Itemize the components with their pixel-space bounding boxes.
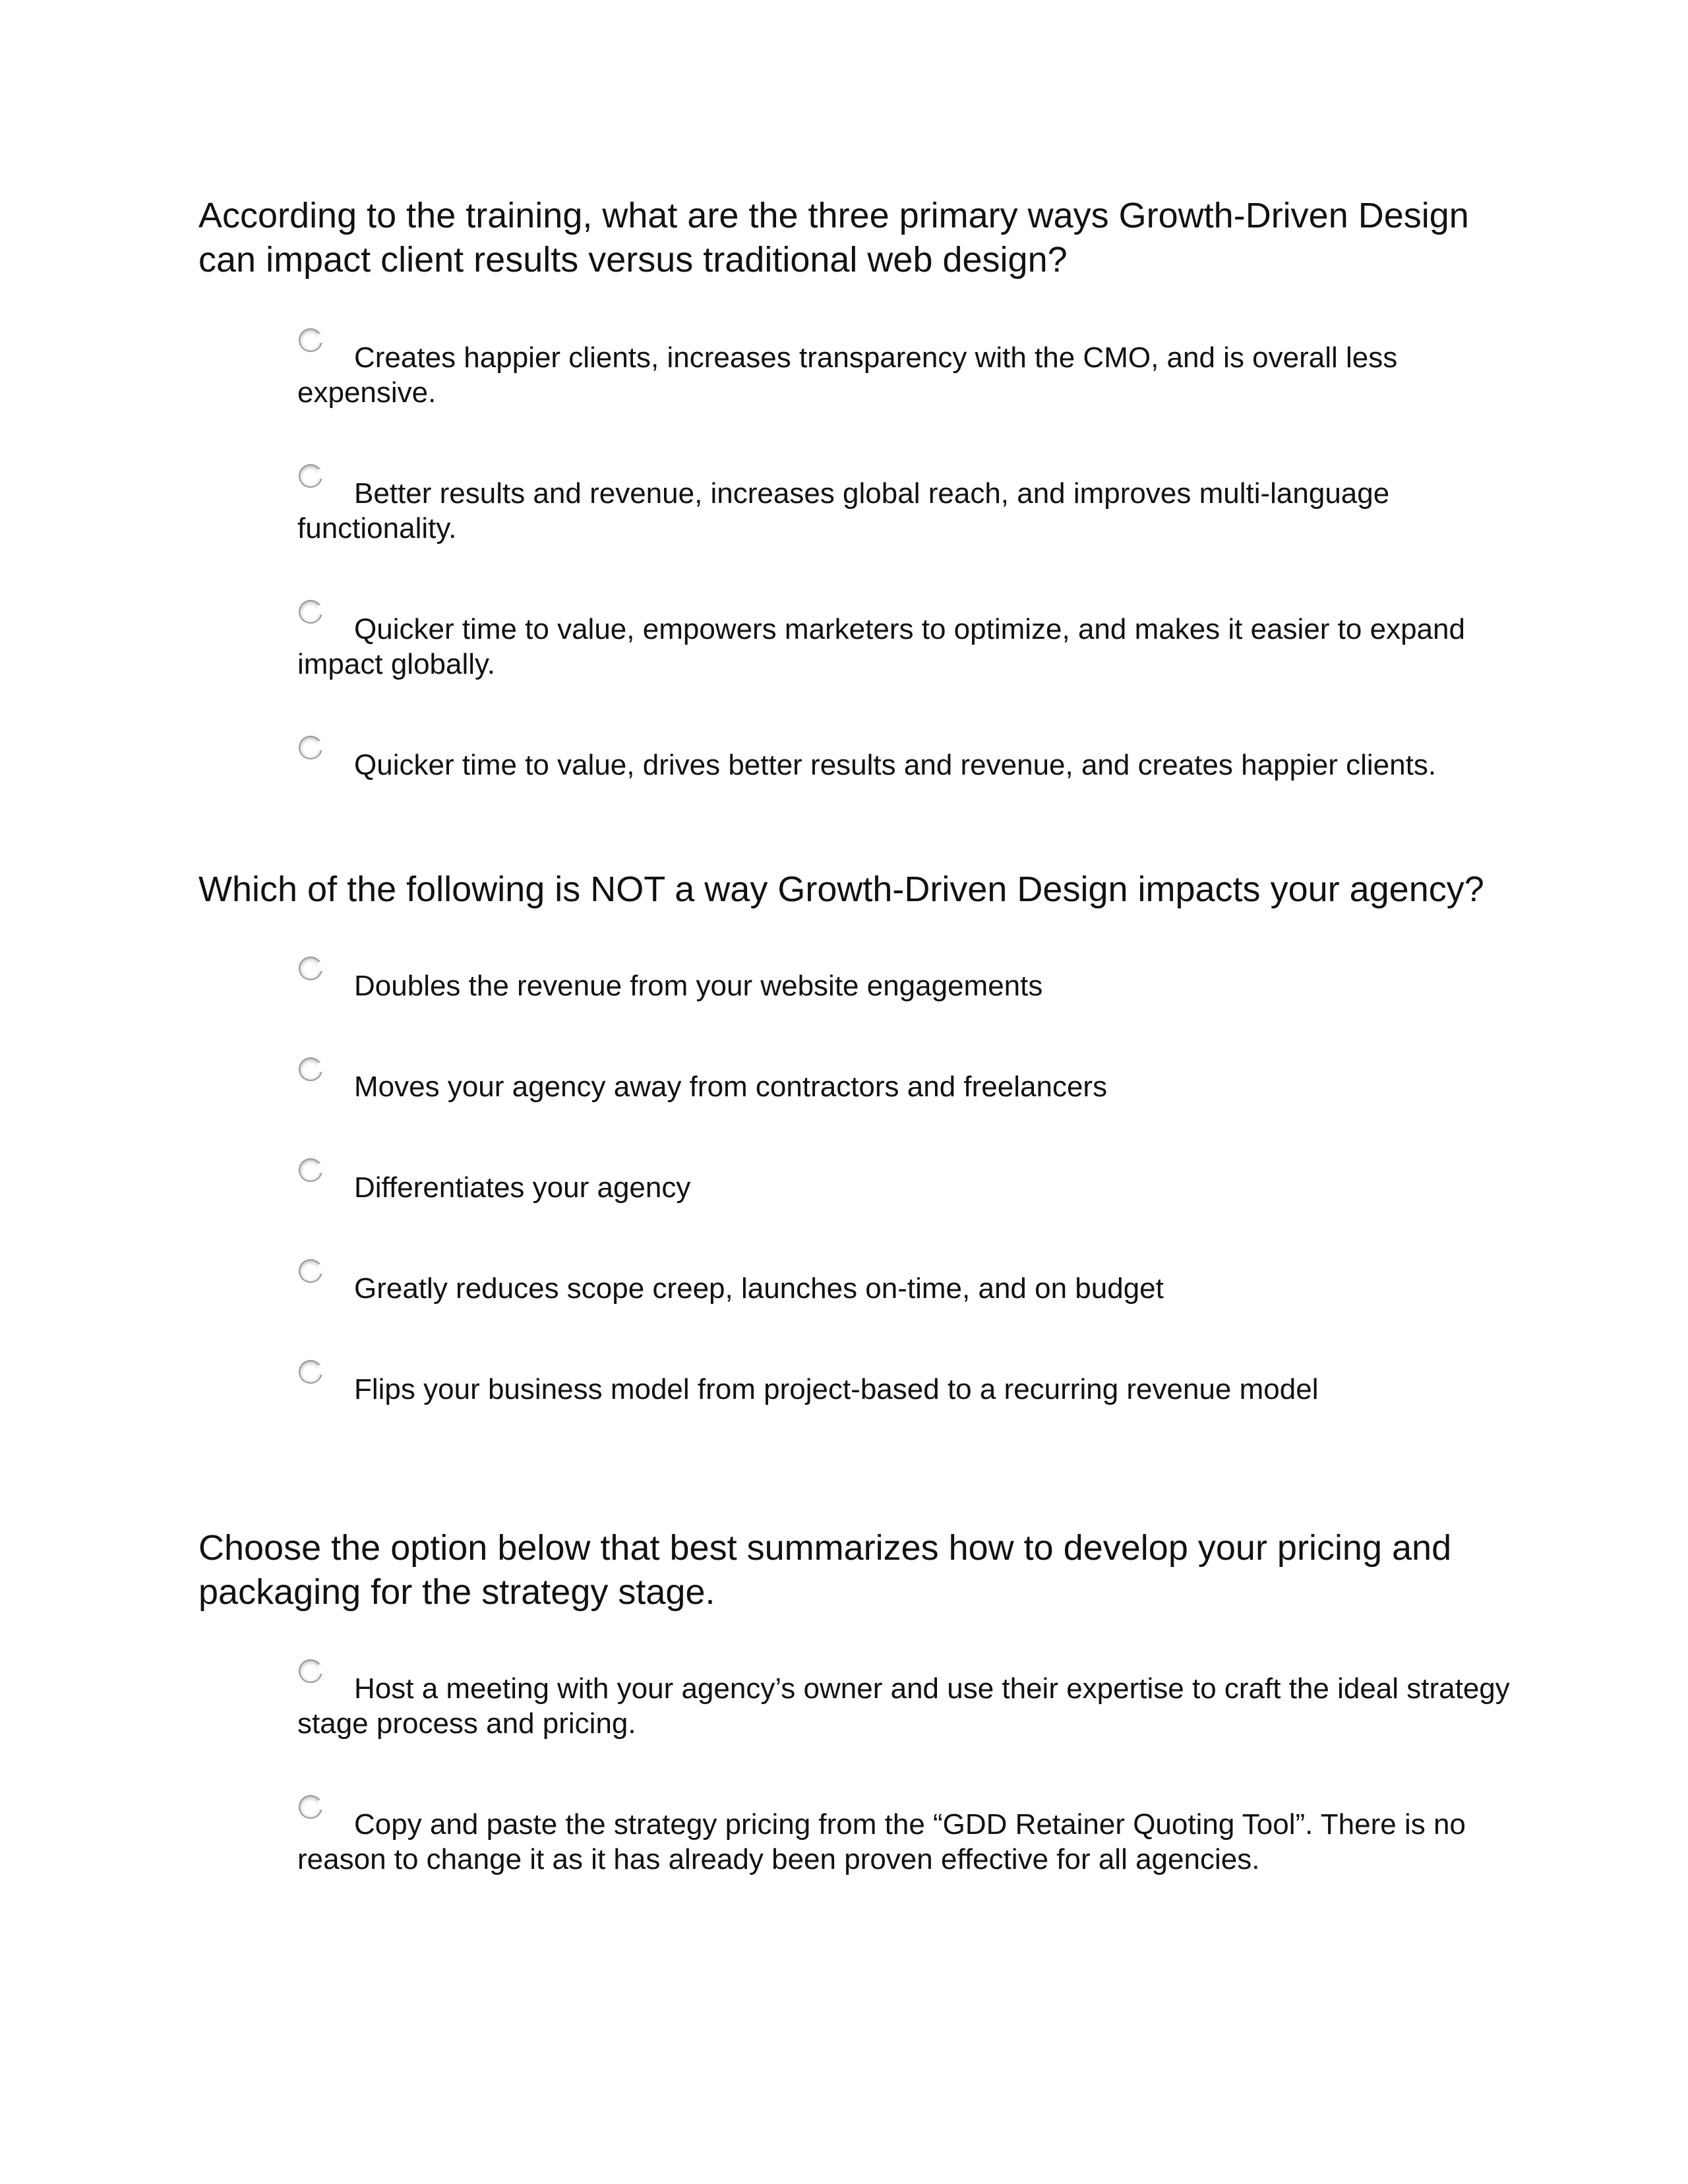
radio-button-icon[interactable] xyxy=(299,328,322,352)
question-1-options xyxy=(297,328,1517,782)
option-label: Differentiates your agency xyxy=(354,1171,691,1204)
radio-button-icon[interactable] xyxy=(299,1259,322,1283)
radio-button-icon[interactable] xyxy=(299,1795,322,1819)
question-3-option-2[interactable] xyxy=(297,1795,1517,1877)
radio-button-icon[interactable] xyxy=(299,600,322,624)
radio-button-icon[interactable] xyxy=(299,1158,322,1182)
radio-button-icon[interactable] xyxy=(299,736,322,759)
radio-button-icon[interactable] xyxy=(299,1360,322,1384)
radio-button-icon[interactable] xyxy=(299,1057,322,1081)
question-1-option-4[interactable] xyxy=(297,736,1517,782)
question-3-text: Choose the option below that best summarizes how to develop your pricing and packaging for the strategy stage. xyxy=(198,1528,1452,1612)
question-1-option-2[interactable] xyxy=(297,464,1517,546)
option-label: Copy and paste the strategy pricing from the “GDD Retainer Quoting Tool”. There is no reason to change it as it has already been proven effective for all agencies. xyxy=(297,1808,1466,1875)
option-label: Host a meeting with your agency’s owner and use their expertise to craft the ideal strategy stage process and pricing. xyxy=(297,1672,1510,1740)
question-2-option-5[interactable] xyxy=(297,1360,1517,1407)
question-3-option-1[interactable] xyxy=(297,1659,1517,1741)
option-label: Quicker time to value, empowers marketers to optimize, and makes it easier to expand impact globally. xyxy=(297,613,1465,680)
question-3-options xyxy=(297,1659,1517,1877)
question-1-text: According to the training, what are the three primary ways Growth-Driven Design can impact client results versus traditional web design? xyxy=(198,196,1469,280)
radio-button-icon[interactable] xyxy=(299,1659,322,1683)
question-1-option-3[interactable] xyxy=(297,600,1517,682)
question-1-option-1[interactable] xyxy=(297,328,1517,410)
question-2-options xyxy=(297,957,1517,1407)
option-label: Better results and revenue, increases global reach, and improves multi-language functionality. xyxy=(297,477,1390,545)
radio-button-icon[interactable] xyxy=(299,957,322,980)
question-3 xyxy=(198,1526,1517,1931)
question-1 xyxy=(198,194,1517,782)
question-2-option-2[interactable] xyxy=(297,1057,1517,1104)
option-label: Flips your business model from project-based to a recurring revenue model xyxy=(354,1373,1319,1405)
question-2-option-4[interactable] xyxy=(297,1259,1517,1306)
question-2-option-1[interactable] xyxy=(297,957,1517,1003)
radio-button-icon[interactable] xyxy=(299,464,322,488)
option-label: Greatly reduces scope creep, launches on-time, and on budget xyxy=(354,1272,1164,1305)
question-2 xyxy=(198,868,1517,1461)
option-label: Quicker time to value, drives better results and revenue, and creates happier clients. xyxy=(354,749,1437,781)
option-label: Doubles the revenue from your website engagements xyxy=(354,970,1043,1002)
question-2-option-3[interactable] xyxy=(297,1158,1517,1205)
question-2-text: Which of the following is NOT a way Growth-Driven Design impacts your agency? xyxy=(198,870,1484,909)
option-label: Creates happier clients, increases transparency with the CMO, and is overall less expensive. xyxy=(297,341,1398,409)
option-label: Moves your agency away from contractors and freelancers xyxy=(354,1071,1108,1103)
